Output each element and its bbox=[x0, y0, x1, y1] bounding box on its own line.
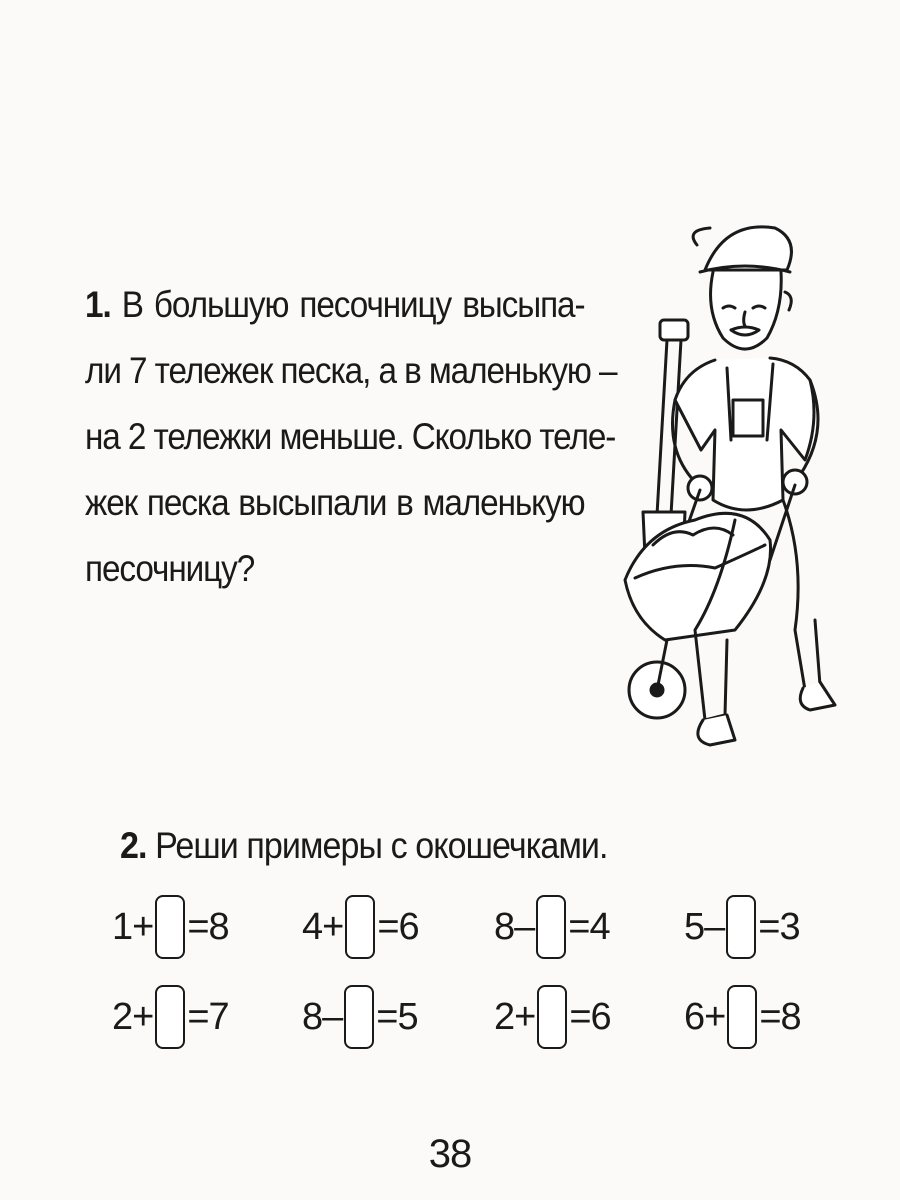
example: 1+ =8 bbox=[112, 892, 229, 962]
examples-row bbox=[112, 982, 832, 1072]
task-1-line-5: песочницу? bbox=[85, 548, 255, 589]
answer-box[interactable] bbox=[155, 895, 185, 959]
page-number: 38 bbox=[428, 1132, 472, 1176]
answer-box[interactable] bbox=[345, 895, 375, 959]
task-2-title bbox=[120, 825, 608, 867]
example: 2+ =7 bbox=[112, 982, 229, 1052]
task-1-number: 1. bbox=[85, 284, 111, 325]
example: 8– =4 bbox=[494, 892, 610, 962]
examples-row bbox=[112, 892, 832, 982]
example: 4+ =6 bbox=[302, 892, 419, 962]
answer-box[interactable] bbox=[537, 985, 567, 1049]
task-2-text: Реши примеры с окошечками. bbox=[155, 825, 608, 866]
example: 2+ =6 bbox=[494, 982, 611, 1052]
answer-box[interactable] bbox=[726, 895, 756, 959]
example: 5– =3 bbox=[684, 892, 800, 962]
answer-box[interactable] bbox=[344, 985, 374, 1049]
answer-box[interactable] bbox=[536, 895, 566, 959]
example: 6+ =8 bbox=[684, 982, 801, 1052]
task-1-line-2: ли 7 тележек песка, а в маленькую – bbox=[85, 350, 617, 391]
task-1-line-4: жек песка высыпали в маленькую bbox=[85, 482, 585, 523]
examples-grid bbox=[112, 892, 832, 1072]
worker-with-wheelbarrow-icon bbox=[605, 200, 845, 780]
task-1 bbox=[85, 272, 617, 602]
answer-box[interactable] bbox=[727, 985, 757, 1049]
example: 8– =5 bbox=[302, 982, 418, 1052]
answer-box[interactable] bbox=[155, 985, 185, 1049]
task-1-line-3: на 2 тележки меньше. Сколько теле- bbox=[85, 416, 616, 457]
task-1-line-1: 1. В большую песочницу высыпа- bbox=[85, 284, 585, 325]
task-2-number: 2. bbox=[120, 825, 147, 866]
